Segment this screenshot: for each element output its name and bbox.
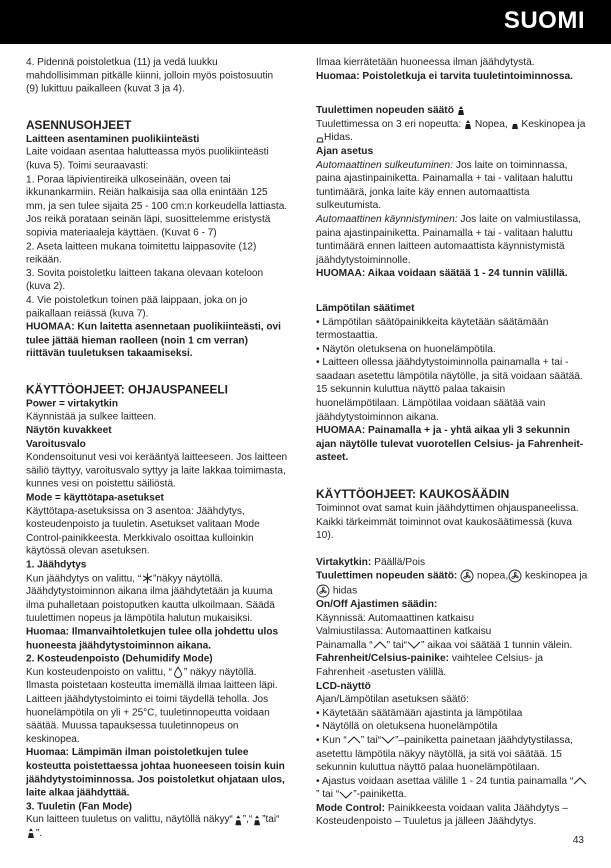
installation-step-4: 4. Vie poistoletkun toinen pää laippaan, joka on jo paikallaan reiässä (kuva 7). bbox=[26, 294, 248, 320]
power-heading: Power = virtakytkin bbox=[26, 398, 118, 410]
cooling-note: Huomaa: Ilmanvaihtoletkujen tulee olla johdettu ulos huoneesta jäähdytystoiminnon aikana. bbox=[26, 626, 279, 651]
dehumidify-text: Kun kosteudenpoisto on valittu, “ ” näkyy näytöllä. Ilmasta poistetaan kosteutta imemällä ilmaa laitteen läpi. Laitteen jäähdytystoiminto ei toimi täydellä teholla. Jos huonelämpötila on yli + 25°C, tuuletinnopeutta voidaan säätää. Muussa tapauksessa tuuletinnopeus on keskinopea. bbox=[26, 666, 278, 745]
intro-step: 4. Pidennä poistoletkua (11) ja vedä luukku mahdollisimman pitkälle kiinni, jolloin myös poistosuutin (9) lukittuu paikalleen (kuvat 3 ja 4). bbox=[26, 56, 274, 95]
temperature-note: HUOMAA: Painamalla + ja - yhtä aikaa yli 3 sekunnin ajan näytölle tulevat vuorotellen Celsius- ja Fahrenheit-asteet. bbox=[316, 425, 584, 464]
fan-mode-heading: 3. Tuuletin (Fan Mode) bbox=[26, 801, 132, 813]
installation-intro: Laite voidaan asentaa halutteassa myös puolikiinteästi (kuva 5). Toimi seuraavasti: bbox=[26, 147, 269, 172]
down-arrow-icon bbox=[381, 736, 395, 744]
lcd-bullet-3: • Kun “ ” tai“ ”–painiketta painetaan jäähdytystilassa, asetettu lämpötila näkyy näytöllä, ja sitä voi säätää. 15 sekunnin kuluttua näyttö palaa huonelämpötilaan. bbox=[316, 734, 573, 774]
power-text: Käynnistää ja sulkee laitteen. bbox=[26, 411, 157, 423]
fan-low-icon bbox=[316, 132, 324, 143]
fan-medium-icon bbox=[511, 119, 519, 130]
down-arrow-icon bbox=[339, 791, 353, 799]
temperature-bullet-3: • Laitteen ollessa jäähdytystoiminnolla painamalla + tai - saadaan asetettu lämpötila näytölle, ja sitä voidaan säätää. 15 sekunnin kuluttua näyttö palaa takaisin huonelämpötilaan. Lämpötilaa voidaan säätää vain jäähdytystoiminnon aikana. bbox=[316, 357, 583, 423]
fan-blade-icon bbox=[460, 569, 474, 583]
installation-step-2: 2. Aseta laitteen mukana toimitettu laippasovite (12) reikään. bbox=[26, 241, 257, 266]
fan-speed-medium-icon bbox=[252, 814, 262, 826]
onoff-timer-heading: On/Off Ajastimen säädin: bbox=[316, 598, 438, 610]
fan-mode-display-line: Kun laitteen tuuletus on valittu, näytöllä näkyy“ ”,“ ”tai“”. bbox=[26, 814, 280, 839]
up-arrow-icon bbox=[573, 777, 587, 785]
cooling-display-line: Kun jäähdytys on valittu, “ ”näkyy näytöllä. bbox=[26, 572, 223, 584]
language-header-bar bbox=[0, 0, 611, 44]
lcd-subheading: Ajan/Lämpötilan asetuksen säätö: bbox=[316, 694, 469, 706]
dehumidify-note: Huomaa: Lämpimän ilman poistoletkujen tulee kosteutta poistettaessa johtaa huoneeseen toisin kuin jäähdytystoiminnossa. Jos poistoletkut ohjataan ulos, laite alkaa jäähdyttää. bbox=[26, 747, 285, 799]
dehumidify-heading: 2. Kosteudenpoisto (Dehumidify Mode) bbox=[26, 653, 213, 665]
auto-on-text: Automaattinen käynnistyminen: Jos laite on valmiustilassa, paina ajastinpainiketta. Painamalla + tai - valitaan haluttu tuntimäärä ennen laitteen automaattista käynnistymistä jäähdytystoiminnolle. bbox=[316, 213, 582, 266]
remote-fan-speed-line: Tuulettimen nopeuden säätö: nopea, keskinopea ja hidas bbox=[316, 571, 588, 597]
mode-text: Käyttötapa-asetuksissa on 3 asentoa: Jäähdytys, kosteudenpoisto ja tuuletin. Asetukset valitaan Mode Control-painikkeesta. Merkkivalo osoittaa kulloinkin käytössä olevan asetuksen. bbox=[26, 505, 260, 558]
remote-heading: KÄYTTÖOHJEET: KAUKOSÄÄDIN bbox=[316, 487, 510, 502]
temperature-bullet-2: • Näytön oletuksena on huonelämpötila. bbox=[316, 343, 496, 355]
fan-mode-continued: Ilmaa kierrätetään huoneessa ilman jäähdytystä. bbox=[316, 57, 535, 68]
temperature-bullet-1: • Lämpötilan säätöpainikkeita käytetään säätämään termostaattia. bbox=[316, 316, 549, 342]
lcd-bullet-2: • Näytöllä on oletuksena huonelämpötila bbox=[316, 721, 498, 733]
mode-heading: Mode = käyttötapa-asetukset bbox=[26, 492, 164, 504]
page-number: 43 bbox=[572, 835, 584, 846]
cooling-heading: 1. Jäähdytys bbox=[26, 559, 87, 571]
right-column bbox=[316, 56, 590, 829]
fan-speed-low-icon bbox=[233, 814, 243, 826]
up-arrow-icon bbox=[373, 641, 387, 649]
snowflake-icon bbox=[141, 572, 153, 584]
cooling-text: Jäähdytystoiminnon aikana ilma jäähdytetään ja kuuma ilma puhalletaan poistoputken kautta ulkoilmaan. Säädä tuulettimen nopeus ja lämpötila halutun mukaisiksi. bbox=[26, 586, 275, 625]
warning-light-heading: Varoitusvalo bbox=[26, 438, 86, 450]
fan-high-icon bbox=[464, 119, 472, 130]
auto-off-text: Automaattinen sulkeutuminen: Jos laite on toiminnassa, paina ajastinpainiketta. Painamalla + tai - valitaan haluttu tuntimäärä, jonka laite käy ennen automaattista sulkeutumista. bbox=[316, 159, 573, 212]
semi-permanent-subheading: Laitteen asentaminen puolikiinteästi bbox=[26, 133, 200, 145]
fahrenheit-line: Fahrenheit/Celsius-painike: vaihtelee Celsius- ja Fahrenheit -asetusten välillä. bbox=[316, 653, 544, 678]
water-drop-icon bbox=[172, 666, 184, 678]
lcd-heading: LCD-näyttö bbox=[316, 680, 371, 692]
control-panel-heading: KÄYTTÖOHJEET: OHJAUSPANEELI bbox=[26, 382, 228, 397]
display-icons-heading: Näytön kuvakkeet bbox=[26, 425, 112, 437]
down-arrow-icon bbox=[407, 641, 421, 649]
installation-note: HUOMAA: Kun laitetta asennetaan puolikiinteästi, ovi tulee jättää hieman raolleen (noin 1 cm verran) riittävän tuuletuksen takaamiseksi. bbox=[26, 321, 281, 360]
fan-speed-text: Tuulettimessa on 3 eri nopeutta: Nopea, Keskinopea ja Hidas. bbox=[316, 118, 586, 144]
onoff-line-3: Painamalla “ ” tai“ ” aikaa voi säätää 1 tunnin välein. bbox=[316, 639, 573, 651]
mode-control-line: Mode Control: Painikkeesta voidaan valita Jäähdytys – Kosteudenpoisto – Tuuletus ja jälleen Jäähdytys. bbox=[316, 802, 568, 828]
fan-mode-note: Huomaa: Poistoletkuja ei tarvita tuuletintoiminnossa. bbox=[316, 70, 573, 82]
timer-heading: Ajan asetus bbox=[316, 145, 374, 157]
installation-step-3: 3. Sovita poistoletku laitteen takana olevaan koteloon (kuva 2). bbox=[26, 268, 264, 293]
remote-intro: Toiminnot ovat samat kuin jäähdyttimen ohjauspaneelissa. Kaikki tärkeimmät toiminnot ovat kaukosäätimessä (kuva 10). bbox=[316, 503, 579, 542]
onoff-line-2: Valmiustilassa: Automaattinen katkaisu bbox=[316, 626, 492, 638]
fan-speed-icon bbox=[457, 105, 465, 116]
lcd-bullet-4: • Ajastus voidaan asettaa välille 1 - 24 tuntia painamalla “” tai “ ”-painiketta. bbox=[316, 775, 590, 802]
lcd-bullet-1: • Käytetään säätämään ajastinta ja lämpötilaa bbox=[316, 707, 523, 719]
temperature-heading: Lämpötilan säätimet bbox=[316, 302, 415, 314]
onoff-line-1: Käynnissä: Automaattinen katkaisu bbox=[316, 612, 475, 624]
installation-heading: ASENNUSOHJEET bbox=[26, 117, 132, 132]
language-title: SUOMI bbox=[503, 7, 585, 34]
timer-note: HUOMAA: Aikaa voidaan säätää 1 - 24 tunnin välillä. bbox=[316, 268, 568, 280]
left-column bbox=[26, 56, 288, 840]
power-switch-line: Virtakytkin: Päällä/Pois bbox=[316, 556, 426, 568]
up-arrow-icon bbox=[347, 736, 361, 744]
warning-light-text: Kondensoitunut vesi voi kerääntyä laitteeseen. Jos laitteen säiliö täyttyy, varoitusvalo syttyy ja laite lakkaa toimimasta, kunnes vesi on poistettu säiliöstä. bbox=[26, 452, 288, 490]
installation-step-1: 1. Poraa läpivientireikä ulkoseinään, oveen tai ikkunankarmiin. Reiän halkaisija saa olla enintään 125 mm, ja sen tulee sijaita 25 - 100 cm:n korkeudella lattiasta. Jos reikä porataan seinän läpi, suosittelemme eristystä sopivia materiaaleja käyttäen. (Kuvat 6 - 7) bbox=[26, 174, 288, 239]
fan-speed-high-icon bbox=[26, 827, 36, 839]
fan-blade-icon bbox=[316, 584, 330, 598]
fan-blade-icon bbox=[508, 569, 522, 583]
fan-speed-heading-line: Tuulettimen nopeuden säätö bbox=[316, 104, 590, 118]
